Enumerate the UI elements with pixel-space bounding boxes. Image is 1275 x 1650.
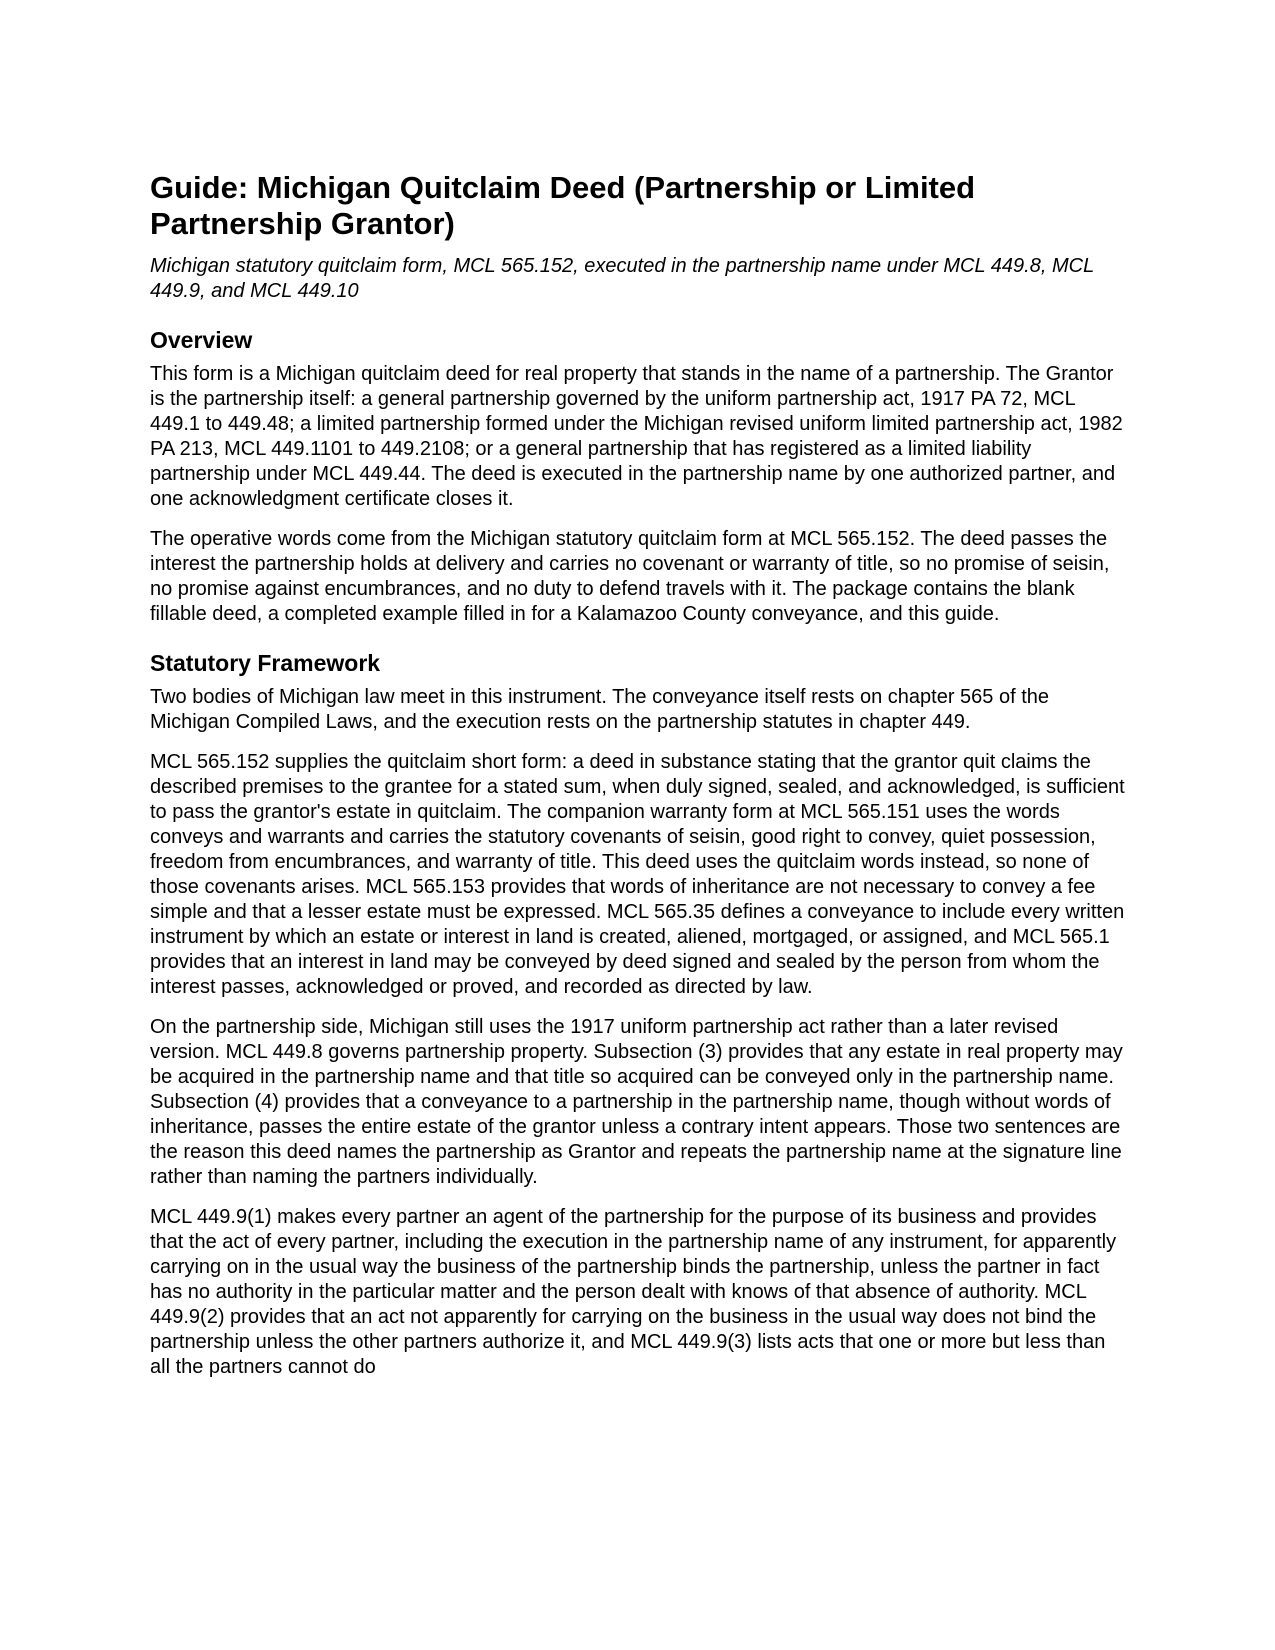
- paragraph: MCL 449.9(1) makes every partner an agent of the partnership for the purpose of its business and provides that the act of every partner, including the execution in the partnership name of any instrument, for apparently carrying on in the usual way the business of the partnership binds the partnership, unless the partner in fact has no authority in the particular matter and the person dealt with knows of that absence of authority. MCL 449.9(2) provides that an act not apparently for carrying on the business in the usual way does not bind the partnership unless the other partners authorize it, and MCL 449.9(3) lists acts that one or more but less than all the partners cannot do: [150, 1206, 1117, 1378]
- document-subtitle: Michigan statutory quitclaim form, MCL 565.152, executed in the partnership name under MCL 449.8, MCL 449.9, and MCL 449.10: [150, 255, 1094, 302]
- paragraph: Two bodies of Michigan law meet in this instrument. The conveyance itself rests on chapter 565 of the Michigan Compiled Laws, and the execution rests on the partnership statutes in chapter 449.: [150, 686, 1049, 733]
- section-heading: Overview: [150, 327, 253, 353]
- section-heading: Statutory Framework: [150, 650, 381, 676]
- section-statutory-framework: [150, 649, 1125, 1380]
- paragraph: This form is a Michigan quitclaim deed for real property that stands in the name of a partnership. The Grantor is the partnership itself: a general partnership governed by the uniform partnership act, 1917 PA 72, MCL 449.1 to 449.48; a limited partnership formed under the Michigan revised uniform limited partnership act, 1982 PA 213, MCL 449.1101 to 449.2108; or a general partnership that has registered as a limited liability partnership under MCL 449.44. The deed is executed in the partnership name by one authorized partner, and one acknowledgment certificate closes it.: [150, 363, 1123, 510]
- section-overview: [150, 326, 1125, 627]
- paragraph: MCL 565.152 supplies the quitclaim short form: a deed in substance stating that the grantor quit claims the described premises to the grantee for a stated sum, when duly signed, sealed, and acknowledged, is sufficient to pass the grantor's estate in quitclaim. The companion warranty form at MCL 565.151 uses the words conveys and warrants and carries the statutory covenants of seisin, good right to convey, quiet possession, freedom from encumbrances, and warranty of title. This deed uses the quitclaim words instead, so none of those covenants arises. MCL 565.153 provides that words of inheritance are not necessary to convey a fee simple and that a lesser estate must be expressed. MCL 565.35 defines a conveyance to include every written instrument by which an estate or interest in land is created, aliened, mortgaged, or assigned, and MCL 565.1 provides that an interest in land may be conveyed by deed signed and sealed by the person from whom the interest passes, acknowledged or proved, and recorded as directed by law.: [150, 751, 1125, 998]
- document-title: Guide: Michigan Quitclaim Deed (Partnership or Limited Partnership Grantor): [150, 170, 976, 241]
- paragraph: The operative words come from the Michigan statutory quitclaim form at MCL 565.152. The deed passes the interest the partnership holds at delivery and carries no covenant or warranty of title, so no promise of seisin, no promise against encumbrances, and no duty to defend travels with it. The package contains the blank fillable deed, a completed example filled in for a Kalamazoo County conveyance, and this guide.: [150, 528, 1110, 625]
- paragraph: On the partnership side, Michigan still uses the 1917 uniform partnership act rather than a later revised version. MCL 449.8 governs partnership property. Subsection (3) provides that any estate in real property may be acquired in the partnership name and that title so acquired can be conveyed only in the partnership name. Subsection (4) provides that a conveyance to a partnership in the partnership name, though without words of inheritance, passes the entire estate of the grantor unless a contrary intent appears. Those two sentences are the reason this deed names the partnership as Grantor and repeats the partnership name at the signature line rather than naming the partners individually.: [150, 1016, 1123, 1188]
- document-page: [150, 170, 1125, 1395]
